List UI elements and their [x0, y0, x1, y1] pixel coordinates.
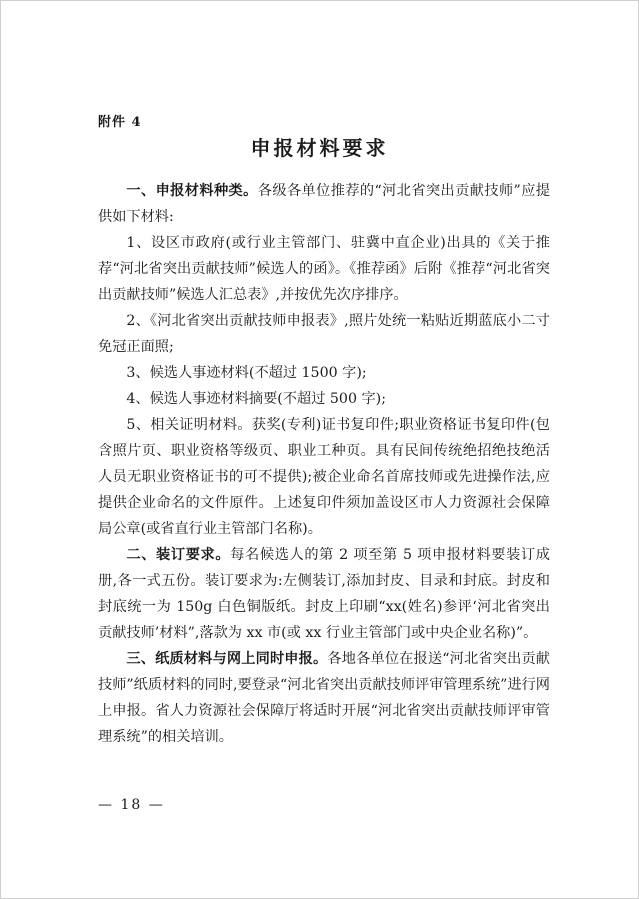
section-2-heading: 二、装订要求。 [126, 547, 231, 563]
section-3-paragraph [98, 646, 550, 750]
section-1-paragraph [98, 178, 550, 230]
page-number: — 18 — [98, 797, 165, 813]
item-2: 2、《河北省突出贡献技师申报表》,照片处统一粘贴近期蓝底小二寸免冠正面照; [98, 313, 550, 355]
page-title: 申报材料要求 [250, 136, 389, 160]
section-3-heading: 三、纸质材料与网上同时申报。 [126, 651, 328, 667]
item-1: 1、设区市政府(或行业主管部门、驻冀中直企业)出具的《关于推荐“河北省突出贡献技师”候选人的函》。《推荐函》后附《推荐“河北省突出贡献技师”候选人汇总表》,并按优先次序排序。 [98, 235, 550, 303]
section-1-text: 各级各单位推荐的“河北省突出贡献技师”应提供如下材料: [98, 183, 550, 225]
document-body [98, 178, 550, 750]
section-3-text: 各地各单位在报送“河北省突出贡献技师”纸质材料的同时,要登录“河北省突出贡献技师评审管理系统”进行网上申报。省人力资源社会保障厅将适时开展“河北省突出贡献技师评审管理系统”的相关培训。 [98, 651, 550, 745]
section-2-text: 每名候选人的第 2 项至第 5 项申报材料要装订成册,各一式五份。装订要求为:左侧装订,添加封皮、目录和封底。封皮和封底统一为 150g 白色铜版纸。封皮上印刷“xx(姓名)参评‘河北省突出贡献技师’材料”,落款为 xx 市(或 xx 行业主管部门或中央企业名称)”。 [98, 547, 550, 641]
section-1-heading: 一、申报材料种类。 [126, 183, 258, 199]
attachment-label: 附件 4 [98, 115, 142, 130]
item-5: 5、相关证明材料。获奖(专利)证书复印件;职业资格证书复印件(包含照片页、职业资格等级页、职业工种页。具有民间传统绝招绝技绝活人员无职业资格证书的可不提供);被企业命名首席技师或先进操作法,应提供企业命名的文件原件。上述复印件须加盖设区市人力资源社会保障局公章(或省直行业主管部门名称)。 [98, 417, 550, 537]
item-4: 4、候选人事迹材料摘要(不超过 500 字); [126, 391, 386, 407]
item-3: 3、候选人事迹材料(不超过 1500 字); [126, 365, 367, 381]
section-2-paragraph [98, 542, 550, 646]
